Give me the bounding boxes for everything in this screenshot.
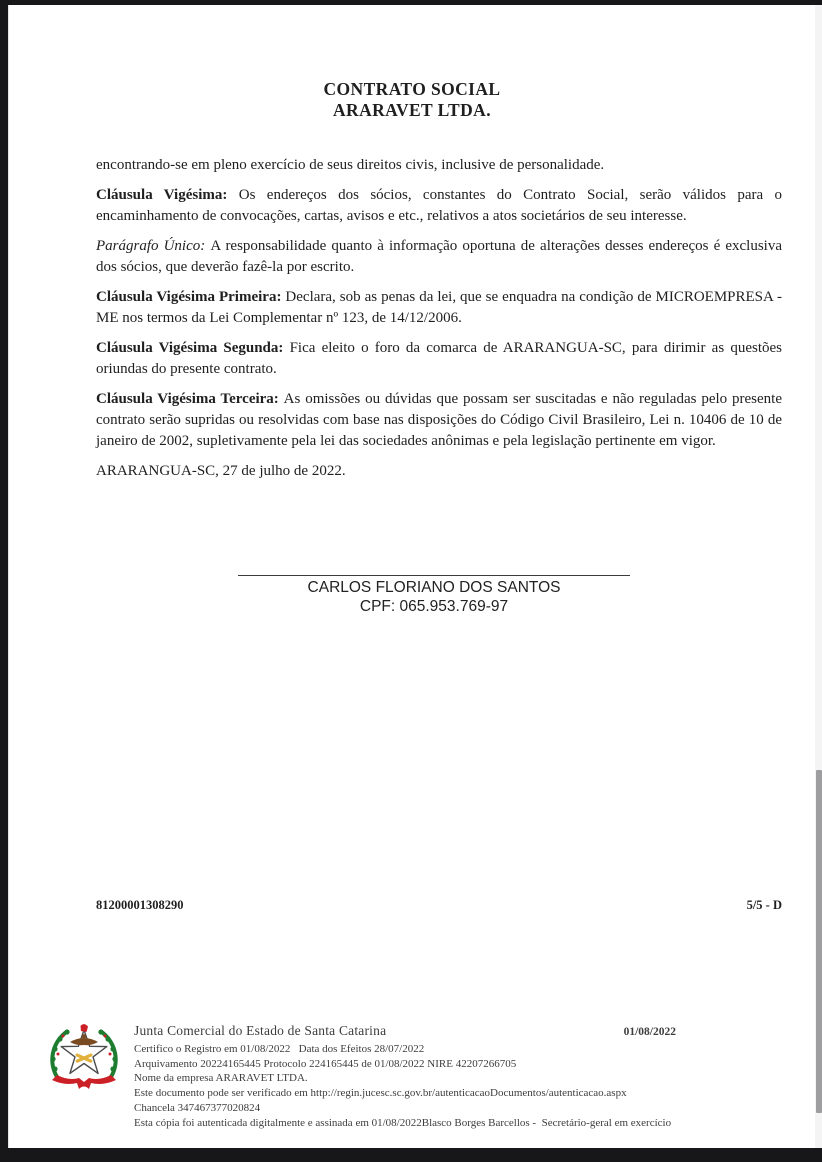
document-body	[96, 155, 782, 491]
page-indicator: 5/5 - D	[746, 898, 782, 912]
signature-line	[238, 575, 630, 576]
paragraph-lead: Cláusula Vigésima Primeira:	[96, 289, 286, 305]
certification-line: Arquivamento 20224165445 Protocolo 224165445 de 01/08/2022 NIRE 42207266705	[134, 1057, 517, 1070]
paragraph: Parágrafo Único: A responsabilidade quanto à informação oportuna de alterações desses endereços é exclusiva dos sócios, que deverão fazê-la por escrito.	[96, 238, 782, 275]
signatory-cpf: CPF: 065.953.769-97	[359, 598, 509, 615]
scrollbar-thumb[interactable]	[816, 770, 822, 1113]
certification-line: Certifico o Registro em 01/08/2022 Data dos Efeitos 28/07/2022	[134, 1043, 425, 1055]
paragraph: Cláusula Vigésima Segunda: Fica eleito o foro da comarca de ARARANGUA-SC, para dirimir as questões oriundas do presente contrato.	[96, 340, 782, 377]
paragraph: ARARANGUA-SC, 27 de julho de 2022.	[96, 463, 346, 479]
paragraph: Cláusula Vigésima: Os endereços dos sócios, constantes do Contrato Social, serão válidos para o encaminhamento de convocações, cartas, avisos e etc., relativos a atos societários de seu interesse.	[96, 187, 782, 224]
title-line-1: CONTRATO SOCIAL	[323, 79, 501, 99]
paragraph-lead: Parágrafo Único:	[96, 238, 211, 254]
paragraph: encontrando-se em pleno exercício de seus direitos civis, inclusive de personalidade.	[96, 157, 605, 173]
paragraph: Cláusula Vigésima Primeira: Declara, sob as penas da lei, que se enquadra na condição de MICROEMPRESA - ME nos termos da Lei Complementar nº 123, de 14/12/2006.	[96, 289, 782, 326]
paragraph-lead: Cláusula Vigésima Terceira:	[96, 391, 284, 407]
signature-block	[96, 575, 772, 616]
certification-lines	[134, 1042, 676, 1130]
document-title	[9, 79, 815, 121]
vertical-scrollbar[interactable]	[815, 5, 822, 1148]
certification-line: Chancela 347467377020824	[134, 1101, 261, 1114]
paragraph: Cláusula Vigésima Terceira: As omissões ou dúvidas que possam ser suscitadas e não reguladas pelo presente contrato serão supridas ou resolvidas com base nas disposições do Código Civil Brasileiro, Lei n. 10406 de 10 de janeiro de 2002, supletivamente pela lei das sociedades anônimas e pela legislação pertinente em vigor.	[96, 391, 782, 449]
certification-org: Junta Comercial do Estado de Santa Catarina	[134, 1023, 387, 1038]
certification-line: Nome da empresa ARARAVET LTDA.	[134, 1072, 308, 1085]
certification-date: 01/08/2022	[623, 1026, 676, 1038]
signatory-name: CARLOS FLORIANO DOS SANTOS	[307, 579, 561, 596]
title-line-2: ARARAVET LTDA.	[333, 100, 491, 120]
paragraph-lead: Cláusula Vigésima Segunda:	[96, 340, 290, 356]
paragraph-lead: Cláusula Vigésima:	[96, 187, 239, 203]
certification-line: Esta cópia foi autenticada digitalmente e assinada em 01/08/2022Blasco Borges Barcellos - Secretário-geral em exercício	[134, 1116, 672, 1129]
certification-text	[134, 1021, 676, 1130]
document-number: 81200001308290	[96, 898, 184, 912]
santa-catarina-coat-of-arms-icon	[45, 1023, 123, 1095]
certification-line: Este documento pode ser verificado em http://regin.jucesc.sc.gov.br/autenticacaoDocumentos/autenticacao.aspx	[134, 1087, 627, 1100]
document-page	[8, 5, 815, 1148]
page-footer	[96, 898, 782, 913]
